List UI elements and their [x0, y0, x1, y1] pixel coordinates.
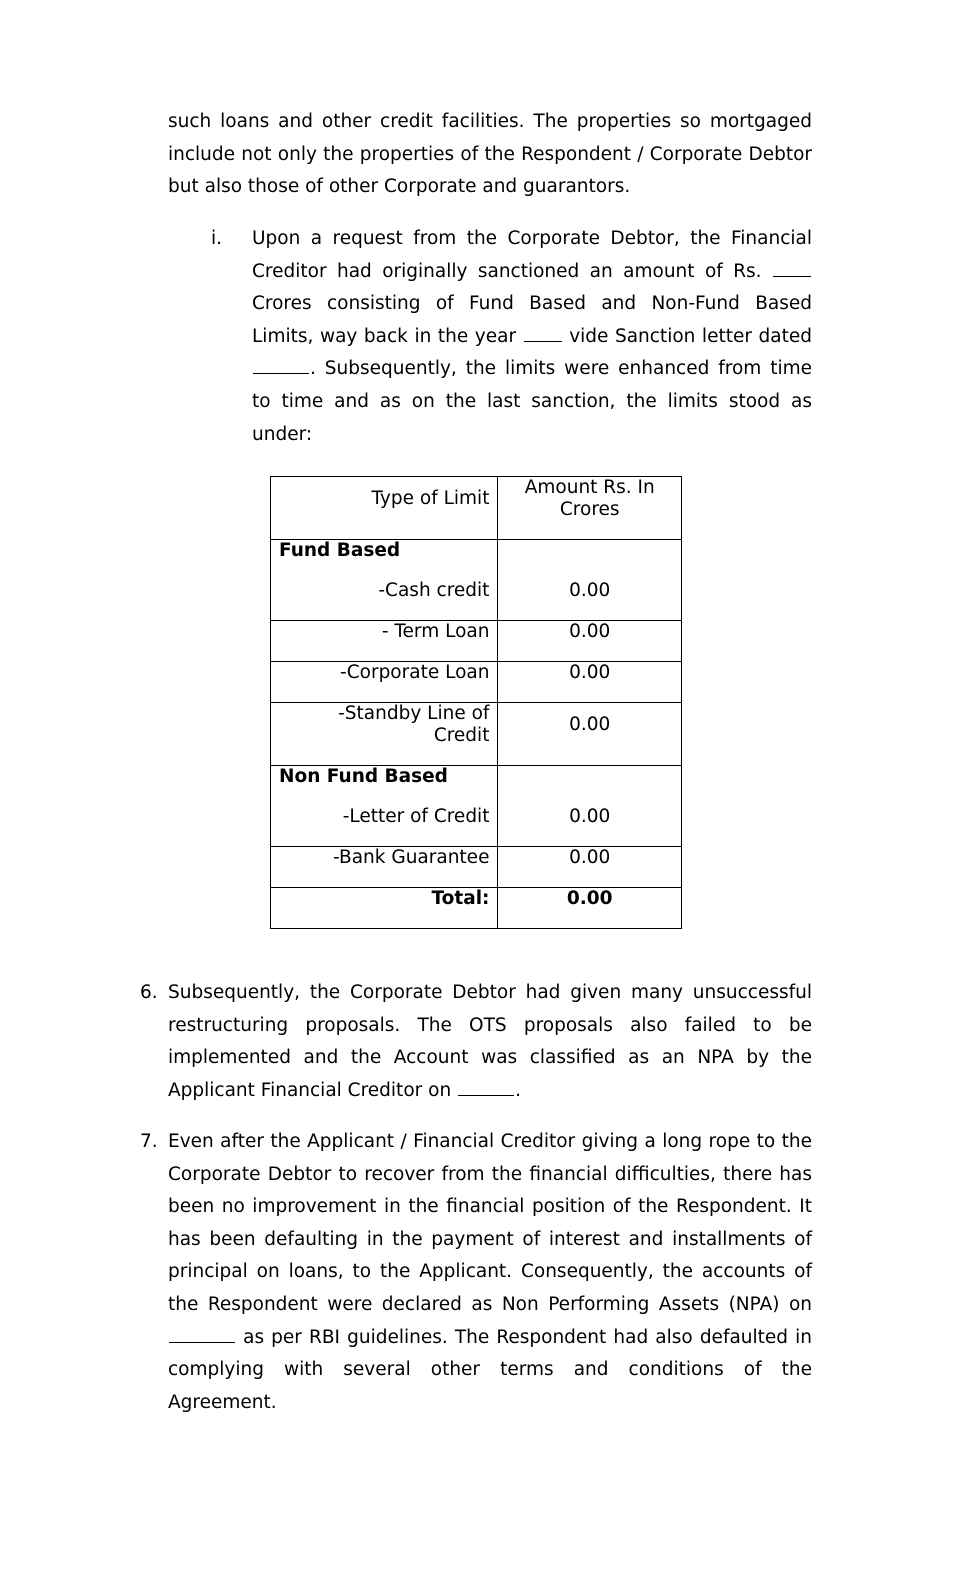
- total-label: Total:: [271, 888, 498, 929]
- row-value-letter-of-credit: 0.00: [569, 806, 611, 827]
- para6-text-2: .: [515, 1079, 521, 1101]
- list-marker-i: i.: [211, 228, 223, 249]
- table-row: [271, 540, 682, 621]
- table-row: [271, 621, 682, 662]
- npa-date-blank: [458, 1094, 514, 1096]
- row-value-corporate-loan: 0.00: [498, 662, 682, 703]
- sanction-date-blank: [253, 372, 309, 374]
- sub-paragraph-i: [252, 223, 812, 451]
- table-row: [271, 847, 682, 888]
- table-row: [271, 766, 682, 847]
- intro-paragraph: [168, 106, 812, 204]
- year-blank: [524, 340, 562, 342]
- fund-based-heading: Fund Based: [279, 540, 401, 561]
- list-marker-7: 7.: [140, 1131, 158, 1152]
- sub-i-text-2: Crores consisting of Fund Based and Non-Fund Based Limits, way back in the year: [252, 293, 812, 347]
- row-label-cash-credit: -Cash credit: [378, 580, 490, 601]
- header-amount: Amount Rs. In Crores: [498, 477, 682, 540]
- intro-text: such loans and other credit facilities. The properties so mortgaged include not only the properties of the Respondent / Corporate Debtor but also those of other Corporate and guarantors.: [168, 111, 812, 198]
- table-row: [271, 662, 682, 703]
- paragraph-6: [168, 977, 812, 1107]
- row-value-standby-loc: 0.00: [569, 714, 611, 735]
- list-marker-6: 6.: [140, 982, 158, 1003]
- table-row: [271, 703, 682, 766]
- table-header-row: [271, 477, 682, 540]
- para6-text-1: Subsequently, the Corporate Debtor had given many unsuccessful restructuring proposals. The OTS proposals also failed to be implemented and the Account was classified as an NPA by the Applicant Financial Creditor on: [168, 982, 812, 1101]
- limits-table: [270, 476, 682, 929]
- row-label-corporate-loan: -Corporate Loan: [271, 662, 498, 703]
- row-label-term-loan: - Term Loan: [271, 621, 498, 662]
- amount-blank: [773, 275, 811, 277]
- para7-text-2: as per RBI guidelines. The Respondent had also defaulted in complying with several other terms and conditions of the Agreement.: [168, 1326, 812, 1413]
- npa-declared-date-blank: [169, 1341, 235, 1343]
- total-value: 0.00: [498, 888, 682, 929]
- row-value-term-loan: 0.00: [498, 621, 682, 662]
- row-label-bank-guarantee: -Bank Guarantee: [271, 847, 498, 888]
- paragraph-7: [168, 1126, 812, 1419]
- sub-i-text-1: Upon a request from the Corporate Debtor, the Financial Creditor had originally sanctioned an amount of Rs.: [252, 228, 812, 282]
- row-label-letter-of-credit: -Letter of Credit: [342, 806, 490, 827]
- sub-i-text-3: vide Sanction letter dated: [569, 325, 812, 347]
- sub-i-text-4: . Subsequently, the limits were enhanced from time to time and as on the last sanction, the limits stood as under:: [252, 358, 812, 445]
- row-label-standby-loc: -Standby Line of Credit: [271, 703, 498, 766]
- header-type-of-limit: Type of Limit: [271, 477, 498, 540]
- row-value-cash-credit: 0.00: [569, 580, 611, 601]
- row-value-bank-guarantee: 0.00: [498, 847, 682, 888]
- table-row: [271, 888, 682, 929]
- para7-text-1: Even after the Applicant / Financial Creditor giving a long rope to the Corporate Debtor to recover from the financial difficulties, there has been no improvement in the financial position of the Respondent. It has been defaulting in the payment of interest and installments of principal on loans, to the Applicant. Consequently, the accounts of the Respondent were declared as Non Performing Assets (NPA) on: [168, 1131, 812, 1315]
- non-fund-based-heading: Non Fund Based: [279, 766, 448, 787]
